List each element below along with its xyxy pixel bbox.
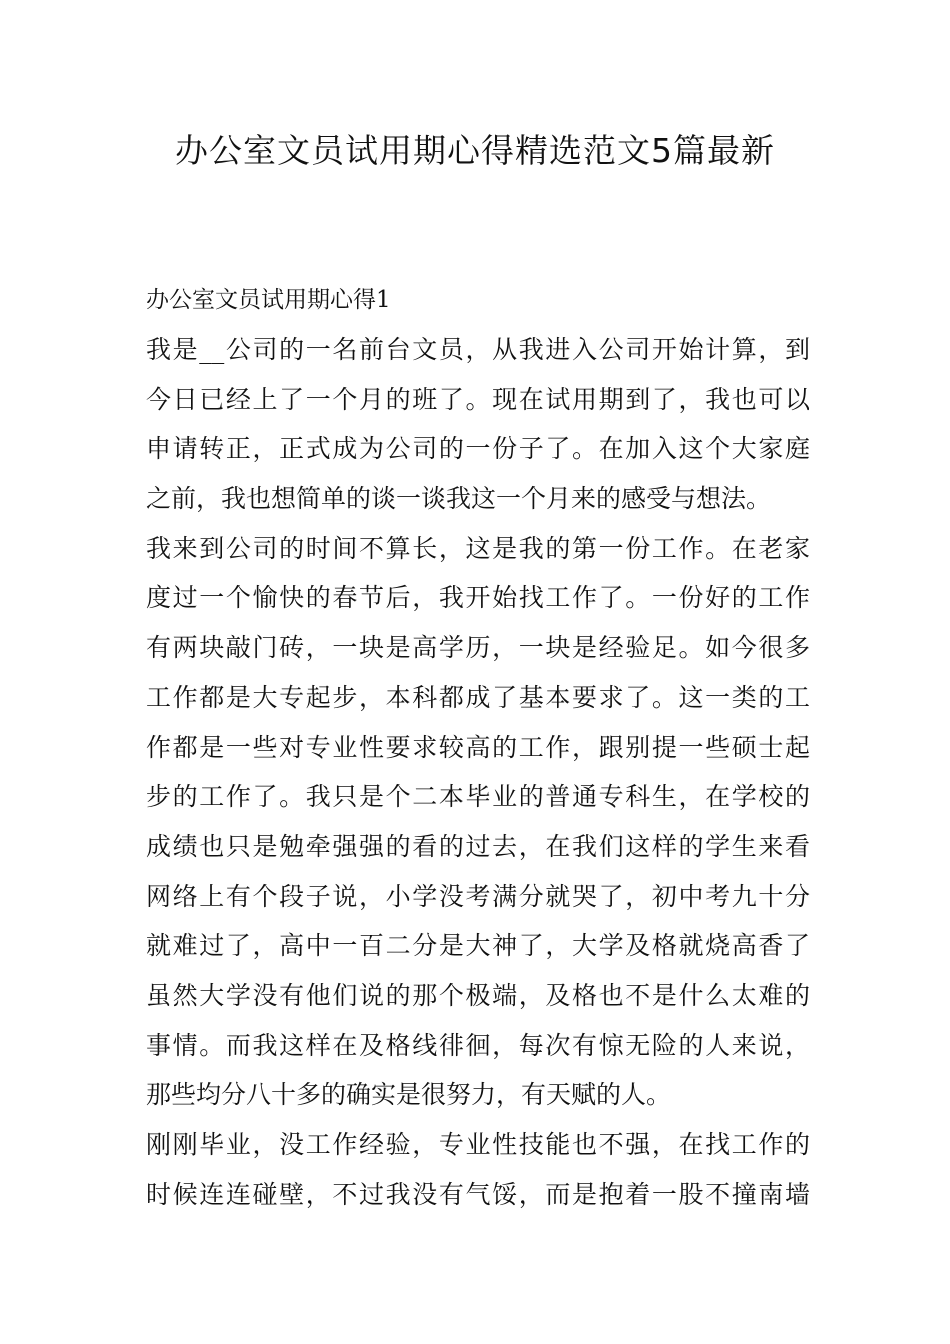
document-title: 办公室文员试用期心得精选范文5篇最新 xyxy=(175,131,775,170)
text-line: 有两块敲门砖，一块是高学历，一块是经验足。如今很多 xyxy=(146,633,810,663)
text-line: 成绩也只是勉牵强强的看的过去，在我们这样的学生来看 xyxy=(146,831,810,861)
text-line: 今日已经上了一个月的班了。现在试用期到了，我也可以 xyxy=(146,384,810,414)
text-line: 那些均分八十多的确实是很努力，有天赋的人。 xyxy=(146,1080,672,1110)
section-heading: 办公室文员试用期心得1 xyxy=(146,287,391,313)
text-line: 就难过了，高中一百二分是大神了，大学及格就烧高香了 xyxy=(146,931,810,961)
text-line: 步的工作了。我只是个二本毕业的普通专科生，在学校的 xyxy=(146,782,810,812)
text-line: 之前，我也想简单的谈一谈我这一个月来的感受与想法。 xyxy=(146,484,772,514)
text-line: 工作都是大专起步，本科都成了基本要求了。这一类的工 xyxy=(146,682,810,712)
text-line: 作都是一些对专业性要求较高的工作，跟别提一些硕士起 xyxy=(146,732,810,762)
text-line: 虽然大学没有他们说的那个极端，及格也不是什么太难的 xyxy=(146,980,810,1010)
document-body xyxy=(146,276,810,1219)
text-line: 网络上有个段子说，小学没考满分就哭了，初中考九十分 xyxy=(146,881,810,911)
text-line: 度过一个愉快的春节后，我开始找工作了。一份好的工作 xyxy=(146,583,810,613)
paragraph-1 xyxy=(146,325,810,524)
paragraph-2 xyxy=(146,524,810,1120)
paragraph-3 xyxy=(146,1120,810,1219)
text-line: 时候连连碰壁，不过我没有气馁，而是抱着一股不撞南墙 xyxy=(146,1179,810,1209)
text-line: 我是__公司的一名前台文员，从我进入公司开始计算，到 xyxy=(146,335,810,364)
text-line: 申请转正，正式成为公司的一份子了。在加入这个大家庭 xyxy=(146,434,810,464)
text-line: 刚刚毕业，没工作经验，专业性技能也不强，在找工作的 xyxy=(146,1130,810,1159)
text-line: 我来到公司的时间不算长，这是我的第一份工作。在老家 xyxy=(146,533,810,563)
text-line: 事情。而我这样在及格线徘徊，每次有惊无险的人来说， xyxy=(146,1030,810,1060)
